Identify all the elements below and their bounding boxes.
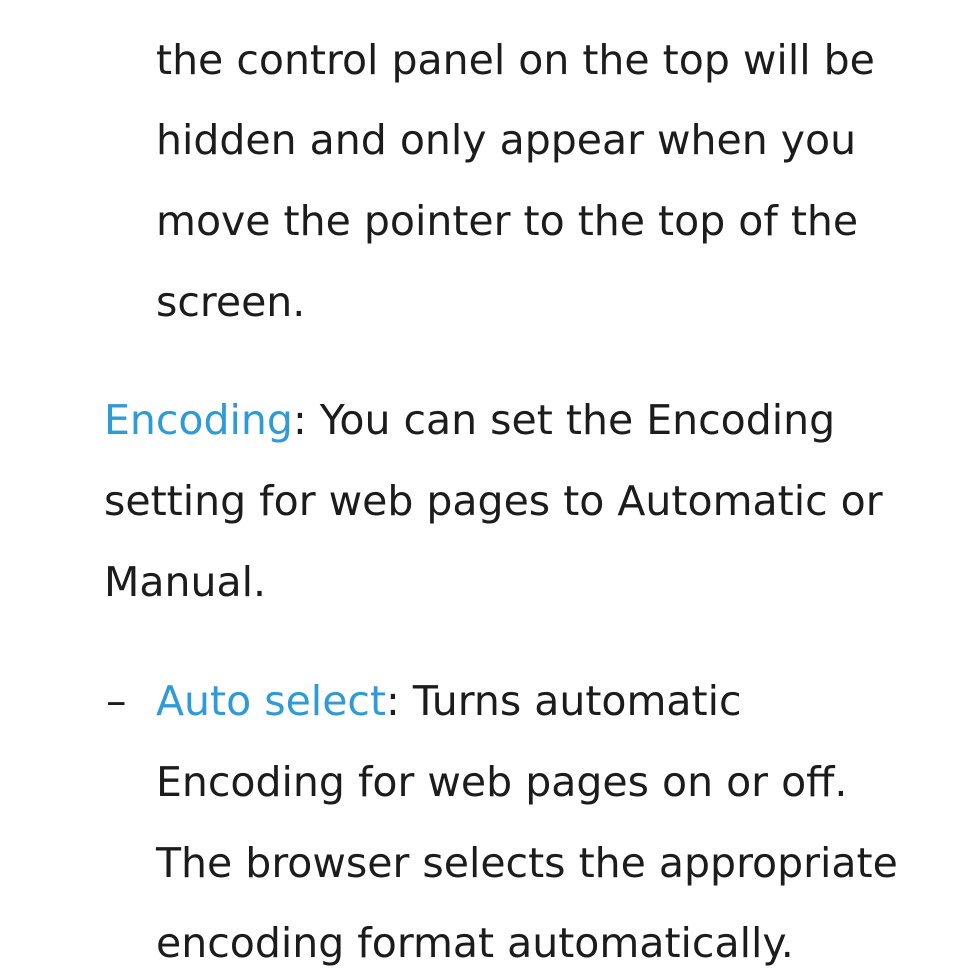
auto-select-line-3: The browser selects the appropriate <box>156 839 898 887</box>
encoding-line-3: Manual. <box>104 558 267 606</box>
auto-select-line-1-text: : Turns automatic <box>386 677 742 725</box>
auto-select-term: Auto select <box>156 677 387 725</box>
bullet-dash: – <box>106 677 127 725</box>
continuation-line-2: hidden and only appear when you <box>156 116 857 164</box>
continuation-line-3: move the pointer to the top of the <box>156 197 859 245</box>
continuation-line-4: screen. <box>156 278 306 326</box>
encoding-line-2: setting for web pages to Automatic or <box>104 477 883 525</box>
continuation-line-1: the control panel on the top will be <box>156 36 875 84</box>
auto-select-line-2: Encoding for web pages on or off. <box>156 758 848 806</box>
auto-select-line-4: encoding format automatically. <box>156 919 794 967</box>
auto-select-line-1 <box>156 676 742 726</box>
encoding-term: Encoding <box>104 396 293 444</box>
encoding-line-1 <box>104 395 835 445</box>
encoding-line-1-text: : You can set the Encoding <box>292 396 836 444</box>
